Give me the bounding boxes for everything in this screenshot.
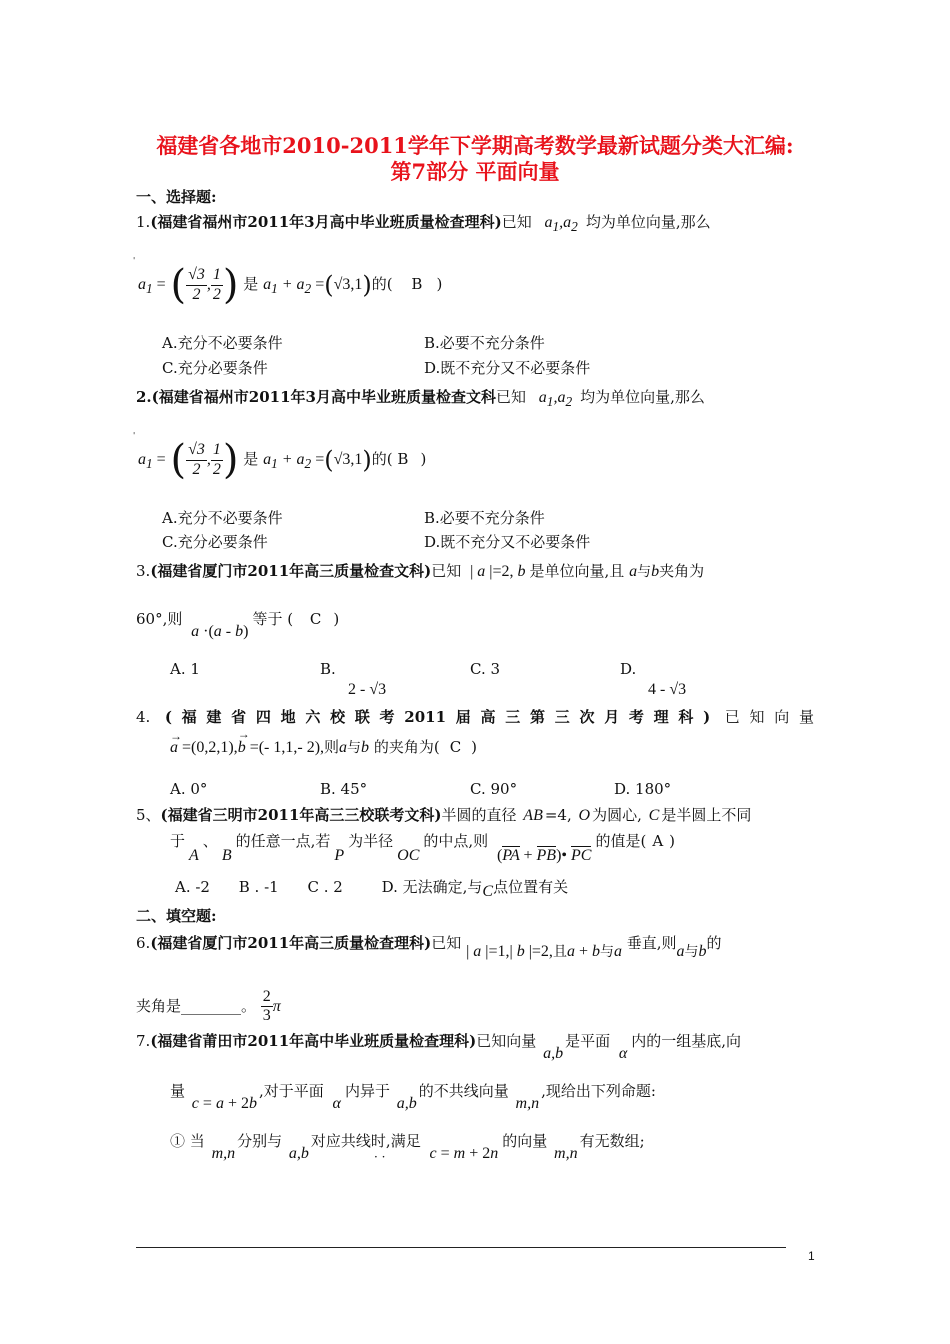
question-4-line-2: a → =(0,2,1),b → =(- 1,1,- 2),则a与b 的夹角为( C ) — [170, 727, 478, 756]
question-1-option-c: C.充分必要条件 — [162, 359, 268, 377]
question-3-option-a: A. 1 — [170, 660, 200, 678]
question-5-options: A. -2 B . -1 C . 2 D. 无法确定,与C点位置有关 — [175, 878, 569, 900]
question-4-answer: C — [449, 738, 462, 756]
question-4-stem: 4. (福建省四地六校联考2011届高三第三次月考理科) 已知向量 — [136, 708, 814, 726]
question-2-option-d: D.既不充分又不必要条件 — [424, 533, 591, 551]
question-5-option-b: B . -1 — [238, 878, 279, 896]
question-7-line-2: 量 c = a + 2b,对于平面 α内异于 a,b的不共线向量 m,n,现给出下列命题: — [170, 1082, 656, 1112]
question-1-stem: 1.(福建省福州市2011年3月高中毕业班质量检查理科)已知 $a_1,a_2$ 均为单位向量,那么 — [136, 213, 711, 235]
question-5-option-c: C . 2 — [307, 878, 343, 896]
emphasis-dots: · · — [374, 1150, 386, 1164]
question-5-option-a: A. -2 — [175, 878, 210, 896]
question-2-option-c: C.充分必要条件 — [162, 533, 268, 551]
title-line-2: 第7部分 平面向量 — [390, 159, 560, 184]
question-3-option-d: D. 4 - √3 — [620, 660, 687, 698]
section-fill-heading: 二、填空题: — [136, 907, 217, 925]
question-3-stem: 3.(福建省厦门市2011年高三质量检查文科)已知 | a |=2, b 是单位向量,且 a与b夹角为 — [136, 562, 705, 580]
question-3-line-2: 60°,则 a ·(a - b)等于 ( C ) — [136, 610, 340, 640]
question-4-option-d: D. 180° — [614, 780, 672, 798]
question-3-option-b: B. 2 - √3 — [320, 660, 387, 698]
question-4-option-a: A. 0° — [170, 780, 208, 798]
question-6-line-2: 夹角是________。 $\frac{2}{3}$ π — [136, 988, 281, 1025]
page-number: 1 — [808, 1249, 815, 1263]
question-5-answer: A — [652, 832, 664, 850]
question-3-answer: C — [309, 610, 322, 628]
question-1-option-a: A.充分不必要条件 — [162, 334, 283, 352]
question-5-stem: 5、(福建省三明市2011年高三三校联考文科)半圆的直径 AB =4, O 为圆心, C 是半圆上不同 — [136, 806, 752, 824]
question-1-option-b: B.必要不充分条件 — [424, 334, 545, 352]
question-1-option-d: D.既不充分又不必要条件 — [424, 359, 591, 377]
question-7-line-3: ① 当 m,n分别与 a,b对应共线时,满足 c = m + 2n的向量 m,n有无数组; — [170, 1132, 645, 1162]
question-5-option-d: D. 无法确定,与 — [381, 878, 483, 896]
question-7-stem: 7.(福建省莆田市2011年高中毕业班质量检查理科)已知向量 a,b是平面 α内的一组基底,向 — [136, 1032, 742, 1062]
title-line-1: 福建省各地市2010-2011学年下学期高考数学最新试题分类大汇编: — [156, 133, 794, 158]
question-2-option-b: B.必要不充分条件 — [424, 509, 545, 527]
question-4-option-c: C. 90° — [470, 780, 518, 798]
question-1-condition: $a_1$ = ( $\frac{√3}{2}$ , $\frac{1}{2}$ ) 是 $a_1 + a_2 =(√3,1)$的( B ) — [138, 262, 443, 308]
stray-mark: ' — [133, 431, 136, 440]
question-2-option-a: A.充分不必要条件 — [162, 509, 283, 527]
question-1-answer: B — [411, 275, 423, 293]
section-choice-heading: 一、选择题: — [136, 188, 217, 206]
question-2-stem: 2.(福建省福州市2011年3月高中毕业班质量检查文科已知 $a_1,a_2$ 均为单位向量,那么 — [136, 388, 705, 410]
question-3-option-c: C. 3 — [470, 660, 501, 678]
stray-mark: ' — [133, 256, 136, 265]
question-6-stem: 6.(福建省厦门市2011年高三质量检查理科)已知 | a |=1,| b |=2,且a + b与a 垂直,则a与b的 — [136, 934, 722, 960]
question-5-line-2: 于A、B的任意一点,若P为半径OC的中点,则 (PA + PB)• PC的值是( A ) — [170, 832, 676, 864]
question-2-answer: B — [397, 450, 409, 468]
footer-rule — [136, 1247, 786, 1248]
question-4-option-b: B. 45° — [320, 780, 368, 798]
question-2-condition: $a_1$ = ( $\frac{√3}{2}$ , $\frac{1}{2}$ ) 是 $a_1 + a_2 =(√3,1)$的( B ) — [138, 437, 427, 483]
